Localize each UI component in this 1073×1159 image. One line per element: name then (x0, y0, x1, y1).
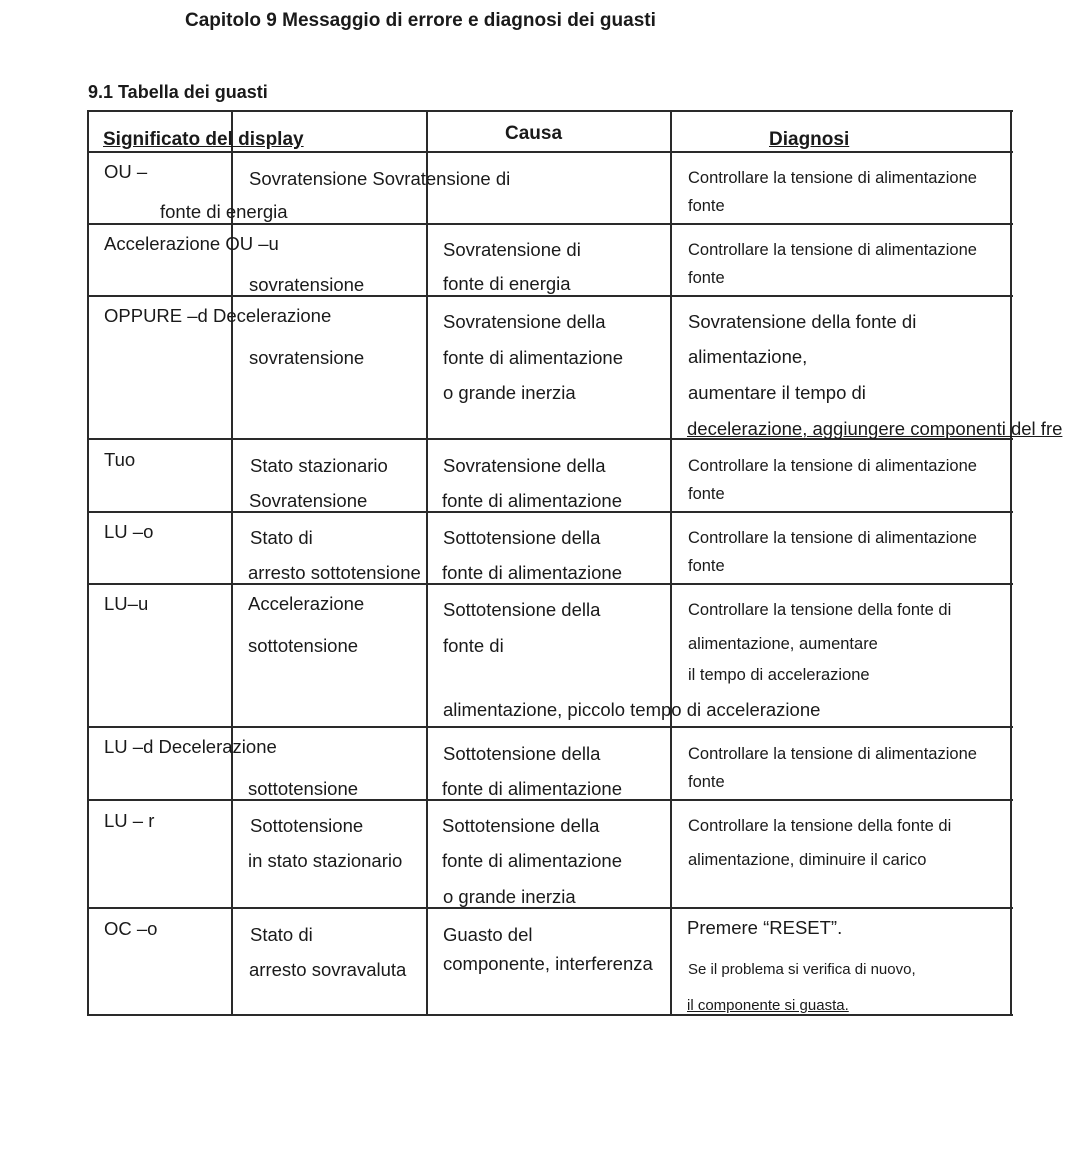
fault-cause: fonte di alimentazione (442, 490, 622, 511)
fault-diagnosis: alimentazione, (688, 346, 808, 367)
header-diagnosis: Diagnosi (769, 129, 850, 150)
section-title: 9.1 Tabella dei guasti (88, 82, 268, 102)
fault-meaning: sottotensione (248, 778, 359, 799)
fault-diagnosis: Se il problema si verifica di nuovo, (688, 961, 916, 978)
table-border-right (1010, 110, 1012, 1016)
row-divider (87, 223, 1013, 225)
column-divider (426, 110, 428, 1016)
fault-code: LU –d Decelerazione (104, 736, 277, 757)
fault-meaning: Sovratensione (249, 490, 368, 511)
fault-meaning: in stato stazionario (248, 850, 403, 871)
table-border-bottom (87, 1014, 1013, 1016)
fault-diagnosis: Controllare la tensione di alimentazione (688, 169, 977, 187)
row-divider (87, 295, 1013, 297)
fault-cause: Sovratensione della (443, 311, 606, 332)
header-display: Significato del display (103, 129, 304, 150)
fault-meaning: arresto sovravaluta (249, 959, 407, 980)
fault-meaning: sovratensione (249, 274, 365, 295)
fault-cause: fonte di energia (443, 273, 571, 294)
fault-meaning: Sovratensione Sovratensione di (249, 168, 511, 189)
fault-diagnosis: alimentazione, diminuire il carico (688, 851, 927, 869)
fault-code: OPPURE –d Decelerazione (104, 305, 332, 326)
fault-cause: fonte di (443, 635, 504, 656)
fault-diagnosis: il componente si guasta. (687, 997, 849, 1014)
fault-cause: componente, interferenza (443, 953, 653, 974)
fault-code: OC –o (104, 918, 158, 939)
fault-diagnosis: fonte (688, 485, 725, 503)
fault-diagnosis: Controllare la tensione di alimentazione (688, 529, 977, 547)
fault-meaning: Accelerazione (248, 593, 365, 614)
fault-cause: o grande inerzia (443, 886, 576, 907)
fault-diagnosis: decelerazione, aggiungere componenti del fre (687, 418, 1063, 439)
fault-cause: fonte di alimentazione (442, 778, 622, 799)
fault-cause: fonte di alimentazione (443, 347, 623, 368)
fault-diagnosis: Sovratensione della fonte di (688, 311, 917, 332)
fault-diagnosis: Controllare la tensione della fonte di (688, 817, 952, 835)
fault-diagnosis: Controllare la tensione della fonte di (688, 601, 952, 619)
fault-diagnosis: aumentare il tempo di (688, 382, 866, 403)
fault-meaning: sovratensione (249, 347, 365, 368)
fault-diagnosis: fonte (688, 557, 725, 575)
fault-code: Accelerazione OU –u (104, 233, 279, 254)
fault-meaning: Stato stazionario (250, 455, 388, 476)
fault-diagnosis: fonte (688, 773, 725, 791)
fault-cause: Sottotensione della (442, 815, 600, 836)
fault-cause: alimentazione, piccolo tempo di accelerazione (443, 699, 821, 720)
fault-meaning: Sottotensione (250, 815, 364, 836)
fault-diagnosis: Controllare la tensione di alimentazione (688, 745, 977, 763)
fault-meaning: arresto sottotensione (248, 562, 421, 583)
chapter-title: Capitolo 9 Messaggio di errore e diagnosi dei guasti (185, 10, 656, 31)
table-border-top (87, 110, 1013, 112)
column-divider (670, 110, 672, 1016)
fault-cause: fonte di alimentazione (442, 850, 622, 871)
fault-cause: Sottotensione della (443, 743, 601, 764)
fault-diagnosis: Premere “RESET”. (687, 917, 843, 938)
fault-diagnosis: fonte (688, 269, 725, 287)
fault-meaning: sottotensione (248, 635, 359, 656)
fault-code: LU–u (104, 593, 149, 614)
fault-diagnosis: alimentazione, aumentare (688, 635, 878, 653)
fault-meaning: Stato di (250, 527, 313, 548)
header-cause: Causa (505, 123, 563, 144)
fault-cause: fonte di alimentazione (442, 562, 622, 583)
fault-code: LU –o (104, 521, 154, 542)
fault-diagnosis: fonte (688, 197, 725, 215)
fault-meaning: Stato di (250, 924, 313, 945)
fault-code: Tuo (104, 449, 136, 470)
fault-cause: o grande inerzia (443, 382, 576, 403)
fault-cause: Guasto del (443, 924, 533, 945)
fault-meaning: fonte di energia (160, 201, 288, 222)
table-border-left (87, 110, 89, 1016)
fault-diagnosis: Controllare la tensione di alimentazione (688, 457, 977, 475)
fault-cause: Sottotensione della (443, 527, 601, 548)
fault-cause: Sottotensione della (443, 599, 601, 620)
header-divider (87, 151, 1013, 153)
row-divider (87, 726, 1013, 728)
fault-diagnosis: Controllare la tensione di alimentazione (688, 241, 977, 259)
fault-code: LU – r (104, 810, 155, 831)
fault-cause: Sovratensione della (443, 455, 606, 476)
fault-code: OU – (104, 161, 148, 182)
fault-diagnosis: il tempo di accelerazione (688, 666, 870, 684)
fault-cause: Sovratensione di (443, 239, 581, 260)
